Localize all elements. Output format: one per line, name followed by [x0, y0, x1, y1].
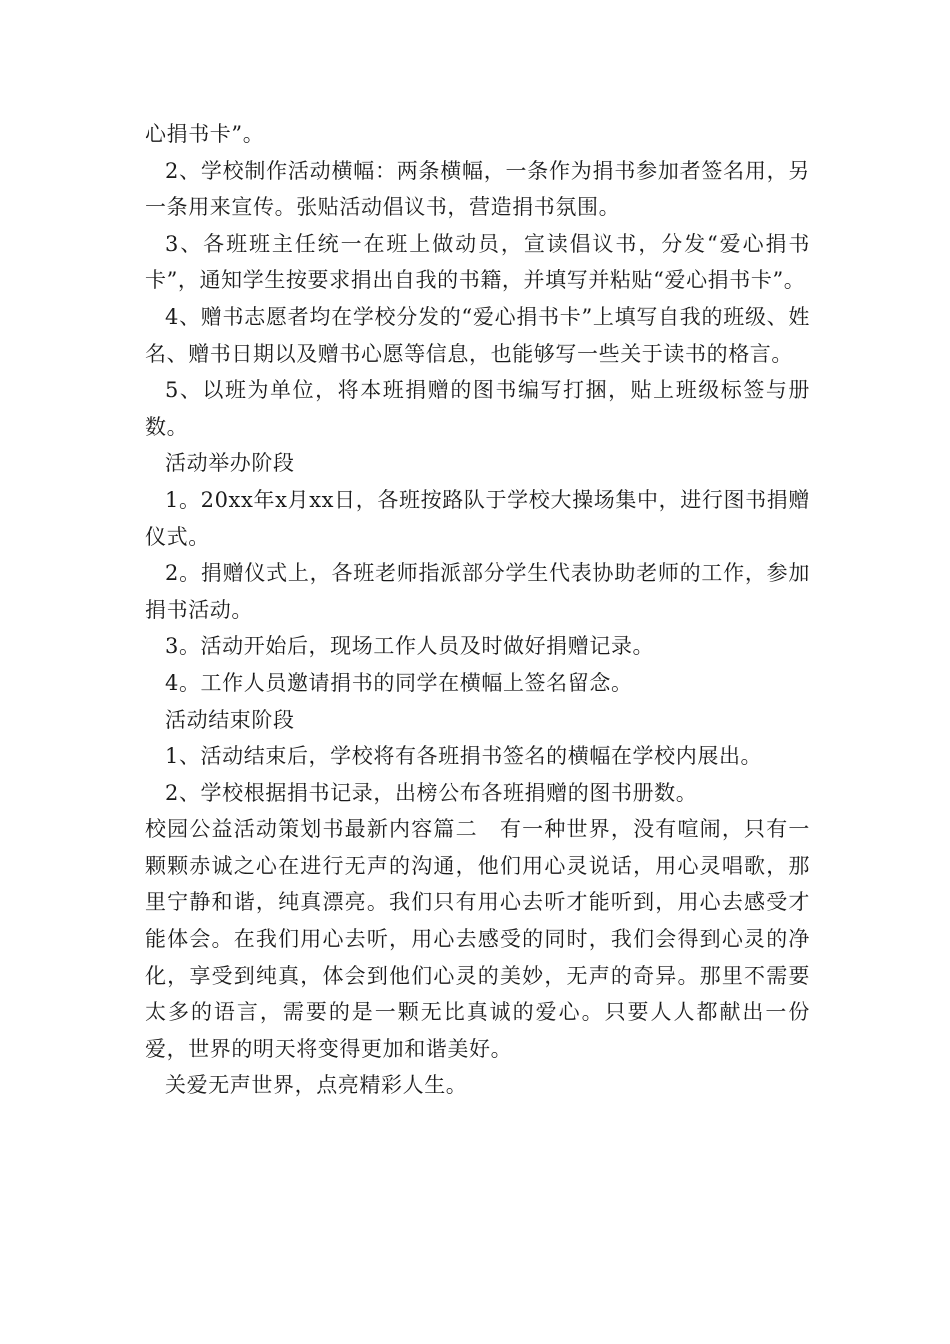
- section-heading-event-stage: 活动举办阶段: [165, 451, 295, 476]
- paragraph-prep-item-2: 2、学校制作活动横幅：两条横幅，一条作为捐书参加者签名用，另一条用来宣传。张贴活动倡议书，营造捐书氛围。: [145, 158, 810, 220]
- paragraph-event-item-1: 1。20xx年x月xx日，各班按路队于学校大操场集中，进行图书捐赠仪式。: [145, 487, 810, 549]
- paragraph-closing-item-1: 1、活动结束后，学校将有各班捐书签名的横幅在学校内展出。: [165, 744, 763, 769]
- paragraph-continuation: 心捐书卡”。: [145, 122, 265, 146]
- paragraph-event-item-2: 2。捐赠仪式上，各班老师指派部分学生代表协助老师的工作，参加捐书活动。: [145, 561, 810, 622]
- paragraph-closing-item-2: 2、学校根据捐书记录，出榜公布各班捐赠的图书册数。: [165, 780, 698, 805]
- document-body: [145, 116, 810, 1104]
- paragraph-event-item-4: 4。工作人员邀请捐书的同学在横幅上签名留念。: [165, 670, 633, 695]
- paragraph-part-two: 校园公益活动策划书最新内容篇二 有一种世界，没有喧闹，只有一颗颗赤诚之心在进行无声的沟通，他们用心灵说话，用心灵唱歌，那里宁静和谐，纯真漂亮。我们只有用心去听才能听到，用心去感受才能体会。在我们用心去听，用心去感受的同时，我们会得到心灵的净化，享受到纯真，体会到他们心灵的美妙，无声的奇异。那里不需要太多的语言，需要的是一颗无比真诚的爱心。只要人人都献出一份爱，世界的明天将变得更加和谐美好。: [145, 817, 810, 1061]
- paragraph-prep-item-4: 4、赠书志愿者均在学校分发的“爱心捐书卡”上填写自我的班级、姓名、赠书日期以及赠书心愿等信息，也能够写一些关于读书的格言。: [145, 304, 810, 366]
- section-heading-closing-stage: 活动结束阶段: [165, 707, 295, 732]
- paragraph-prep-item-5: 5、以班为单位，将本班捐赠的图书编写打捆，贴上班级标签与册数。: [145, 378, 810, 439]
- paragraph-closing-slogan: 关爱无声世界，点亮精彩人生。: [165, 1073, 468, 1098]
- paragraph-prep-item-3: 3、各班班主任统一在班上做动员，宣读倡议书，分发“爱心捐书卡”，通知学生按要求捐出自我的书籍，并填写并粘贴“爱心捐书卡”。: [145, 231, 810, 293]
- paragraph-event-item-3: 3。活动开始后，现场工作人员及时做好捐赠记录。: [165, 634, 655, 659]
